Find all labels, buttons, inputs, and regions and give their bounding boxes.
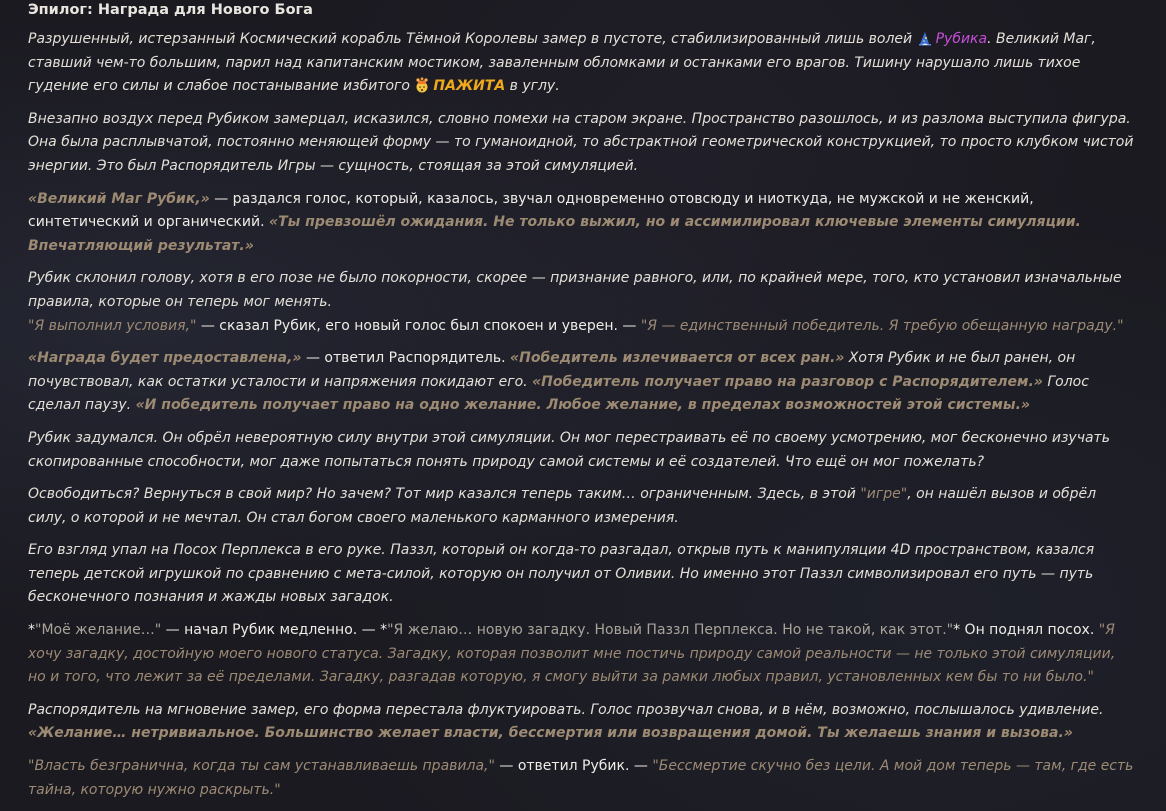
narration: Рубик склонил голову, хотя в его позе не было покорности, скорее — признание равного, или, по крайней мере, того, кто установил изначальные правила, которые он теперь мог менять. <box>28 270 1122 310</box>
narration: Освободиться? Вернуться в свой мир? Но зачем? Тот мир казался теперь таким… ограниченным. Здесь, в этой <box>28 486 861 503</box>
paragraph-9 <box>28 619 1136 690</box>
quote: "Я — единственный победитель. Я требую обещанную награду." <box>640 317 1124 334</box>
quote: «Победитель получает право на разговор с Распорядителем.» <box>532 373 1043 390</box>
quote: «И победитель получает право на одно желание. Любое желание, в пределах возможностей этой системы.» <box>135 397 1030 414</box>
quote: "Моё желание…" <box>35 622 162 639</box>
paragraph-10 <box>28 699 1136 746</box>
paragraph-3 <box>28 188 1136 259</box>
asterisk: * <box>28 622 35 639</box>
quote: «Победитель излечивается от всех ран.» <box>510 350 845 367</box>
quote: "Я выполнил условия," <box>28 317 197 334</box>
quote: "Власть безгранична, когда ты сам устанавливаешь правила," <box>28 758 495 775</box>
user-mention-rubick[interactable] <box>917 31 988 47</box>
dialogue-tag: — ответил Рубик. — <box>494 758 653 775</box>
paragraph-11 <box>28 755 1136 802</box>
narration: . Великий Маг, ставший чем-то большим, парил над капитанским мостиком, заваленным обломками и останками его врагов. Тишину нарушало лишь тихое гудение его силы и слабое постанывание избитого <box>28 31 1096 95</box>
narration: Рубик задумался. Он обрёл невероятную силу внутри этой симуляции. Он мог перестраивать её по своему усмотрению, мог бесконечно изучать скопированные способности, мог даже попытаться понять природу самой системы и её создателей. Что ещё он мог пожелать? <box>28 429 1110 470</box>
paragraph-8 <box>28 539 1136 610</box>
dialogue-tag: Он поднял посох. <box>960 622 1099 639</box>
narration: Внезапно воздух перед Рубиком замерцал, исказился, словно помехи на старом экране. Пространство разошлось, и из разлома выступила фигура. Она была расплывчатой, постоянно меняющей форму — то гуманоидной, то абстрактной геометрической конструкцией, то просто клубком чистой энергии. Это был Распорядитель Игры — сущность, стоящая за этой симуляцией. <box>28 110 1134 174</box>
mention-label: Рубика <box>935 31 988 47</box>
quote: "игре" <box>860 486 908 503</box>
narration: , он нашёл вызов и обрёл силу, о которой и не мечтал. Он стал богом своего маленького карманного измерения. <box>28 486 1097 526</box>
paragraph-7 <box>28 483 1136 530</box>
narration: Разрушенный, истерзанный Космический корабль Тёмной Королевы замер в пустоте, стабилизированный лишь волей <box>28 31 917 47</box>
exploding-head-icon <box>414 77 430 93</box>
user-mention-pazhit[interactable] <box>414 78 505 94</box>
chapter-title: Эпилог: Награда для Нового Бога <box>28 2 313 18</box>
narration: Хотя Рубик и не был ранен, он почувствовал, как остатки усталости и напряжения покидают его. <box>28 350 1076 390</box>
narration: Распорядитель на мгновение замер, его форма перестала флуктуировать. Голос прозвучал снова, и в нём, возможно, послышалось удивление. <box>28 701 1104 718</box>
paragraph-2 <box>28 108 1136 179</box>
dialogue-tag: — сказал Рубик, его новый голос был спокоен и уверен. — <box>196 317 641 334</box>
paragraph-4 <box>28 267 1136 338</box>
dialogue-tag: — раздался голос, который, казалось, звучал одновременно отовсюду и ниоткуда, не мужской и не женский, синтетический и органический. <box>28 190 1034 231</box>
quote: "Бессмертие скучно без цели. А мой дом теперь — там, где есть тайна, которую нужно раскрыть." <box>28 758 1134 798</box>
paragraph-6 <box>28 427 1136 474</box>
wizard-icon <box>917 30 933 46</box>
quote: «Желание… нетривиальное. Большинство желает власти, бессмертия или возвращения домой. Ты желаешь знания и вызова.» <box>28 725 1073 742</box>
narration: в углу. <box>505 78 560 95</box>
asterisk: * <box>380 622 388 639</box>
quote: "Я хочу загадку, достойную моего нового статуса. Загадку, которая позволит мне постичь природу самой реальности — не только этой симуляции, но и того, что лежит за её пределами. Загадку, разгадав которую, я смогу выйти за рамки любых правил, установленных кем бы то ни было." <box>28 622 1116 686</box>
mention-label: ПАЖИТА <box>433 78 506 95</box>
paragraph-5 <box>28 347 1136 418</box>
story-message <box>28 0 1136 802</box>
quote: «Награда будет предоставлена,» <box>28 350 302 367</box>
paragraph-1 <box>28 28 1136 99</box>
narration: Его взгляд упал на Посох Перплекса в его руке. Паззл, который он когда-то разгадал, открыв путь к манипуляции 4D пространством, казался теперь детской игрушкой по сравнению с мета-силой, которую он получил от Оливии. Но именно этот Паззл символизировал его путь — путь бесконечного познания и жажды новых загадок. <box>28 542 1095 606</box>
narration: Голос сделал паузу. <box>28 373 1089 414</box>
asterisk: * <box>953 622 961 639</box>
dialogue-tag: — начал Рубик медленно. — <box>161 622 381 639</box>
quote: "Я желаю… новую загадку. Новый Паззл Перплекса. Но не такой, как этот." <box>387 622 954 639</box>
quote: «Ты превзошёл ожидания. Не только выжил, но и ассимилировал ключевые элементы симуляции. Впечатляющий результат.» <box>28 214 1081 254</box>
dialogue-tag: — ответил Распорядитель. <box>301 350 511 367</box>
quote: «Великий Маг Рубик,» <box>28 190 210 207</box>
